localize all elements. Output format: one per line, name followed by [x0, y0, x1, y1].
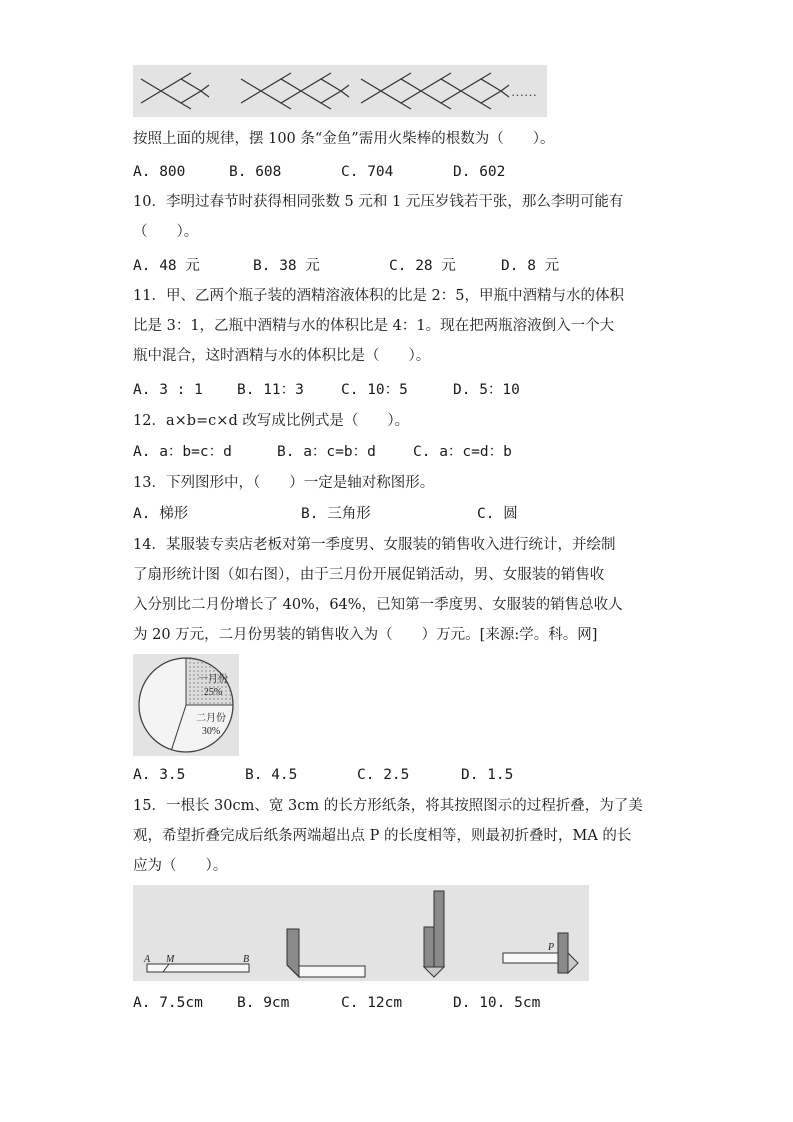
q15-option-d[interactable]: D. 10. 5cm	[453, 995, 541, 1011]
point-a-label: A	[144, 954, 151, 965]
q15-option-b[interactable]: B. 9cm	[237, 995, 290, 1011]
question-14-stem-line-2: 了扇形统计图（如右图），由于三月份开展促销活动，男、女服装的销售收	[133, 567, 605, 583]
q10-option-b[interactable]: B. 38 元	[253, 258, 320, 274]
q15-option-a[interactable]: A. 7.5cm	[133, 995, 203, 1011]
q14-option-b[interactable]: B. 4.5	[245, 767, 298, 783]
q12-option-c[interactable]: C. a：c=d：b	[413, 444, 512, 460]
question-14-stem-line-1: 14．某服装专卖店老板对第一季度男、女服装的销售收入进行统计，并绘制	[133, 537, 616, 553]
paper-folding-drawing	[133, 885, 589, 981]
question-12-stem: 12．a×b=c×d 改写成比例式是（ ）。	[133, 413, 410, 429]
q9-option-a[interactable]: A. 800	[133, 164, 186, 180]
q12-option-a[interactable]: A. a：b=c：d	[133, 444, 232, 460]
q11-option-a[interactable]: A. 3 : 1	[133, 382, 203, 398]
fold-step-1	[143, 954, 249, 972]
q14-option-c[interactable]: C. 2.5	[357, 767, 410, 783]
question-15-stem-line-3: 应为（ ）。	[133, 858, 228, 874]
q15-option-c[interactable]: C. 12cm	[341, 995, 403, 1011]
q9-option-c[interactable]: C. 704	[341, 164, 394, 180]
q13-option-b[interactable]: B. 三角形	[301, 506, 371, 522]
q11-option-d[interactable]: D. 5：10	[453, 382, 520, 398]
question-11-stem-line-3: 瓶中混合，这时酒精与水的体积比是（ ）。	[133, 348, 431, 364]
q13-option-c[interactable]: C. 圆	[477, 506, 518, 522]
q10-option-a[interactable]: A. 48 元	[133, 258, 200, 274]
point-m-label: M	[166, 954, 175, 965]
q12-option-b[interactable]: B. a：c=b：d	[277, 444, 376, 460]
question-9-stem: 按照上面的规律，摆 100 条“金鱼”需用火柴棒的根数为（ ）。	[133, 131, 555, 147]
fold-step-4	[503, 933, 578, 973]
pie-label-february: 二月份	[196, 713, 226, 724]
pie-value-january: 25%	[203, 687, 223, 698]
q9-option-d[interactable]: D. 602	[453, 164, 506, 180]
q10-option-d[interactable]: D. 8 元	[501, 258, 560, 274]
fold-step-3	[424, 891, 444, 977]
pie-label-january: 一月份	[198, 674, 228, 685]
pattern-ellipsis: ……	[511, 84, 537, 99]
pie-chart	[133, 654, 239, 756]
goldfish-pattern-drawing	[133, 65, 547, 117]
q11-option-c[interactable]: C. 10：5	[341, 382, 408, 398]
pie-value-february: 30%	[201, 726, 221, 737]
question-14-stem-line-4: 为 20 万元，二月份男装的销售收入为（ ）万元。[来源:学。科。网]	[133, 627, 598, 643]
point-p-label: P	[548, 942, 555, 953]
goldfish-pattern-figure	[133, 65, 547, 117]
question-15-stem-line-1: 15．一根长 30cm、宽 3cm 的长方形纸条，将其按照图示的过程折叠，为了美	[133, 798, 643, 814]
question-13-stem: 13．下列图形中，（ ）一定是轴对称图形。	[133, 475, 435, 491]
q10-option-c[interactable]: C. 28 元	[389, 258, 456, 274]
q14-option-a[interactable]: A. 3.5	[133, 767, 186, 783]
question-10-stem-line-2: （ ）。	[133, 224, 199, 240]
q9-option-b[interactable]: B. 608	[229, 164, 282, 180]
question-10-stem-line-1: 10．李明过春节时获得相同张数 5 元和 1 元压岁钱若干张，那么李明可能有	[133, 194, 624, 210]
question-11-stem-line-2: 比是 3：1，乙瓶中酒精与水的体积比是 4：1。现在把两瓶溶液倒入一个大	[133, 318, 615, 334]
point-b-label: B	[243, 954, 250, 965]
question-15-stem-line-2: 观，希望折叠完成后纸条两端超出点 P 的长度相等，则最初折叠时，MA 的长	[133, 828, 632, 844]
q11-option-b[interactable]: B. 11：3	[237, 382, 304, 398]
q14-option-d[interactable]: D. 1.5	[461, 767, 514, 783]
paper-folding-figure	[133, 885, 589, 981]
pie-chart-figure	[133, 654, 239, 756]
question-11-stem-line-1: 11．甲、乙两个瓶子装的酒精溶液体积的比是 2：5，甲瓶中酒精与水的体积	[133, 288, 625, 304]
fold-step-2	[287, 929, 365, 977]
question-14-stem-line-3: 入分别比二月份增长了 40%，64%，已知第一季度男、女服装的销售总收人	[133, 597, 623, 613]
q13-option-a[interactable]: A. 梯形	[133, 506, 189, 522]
